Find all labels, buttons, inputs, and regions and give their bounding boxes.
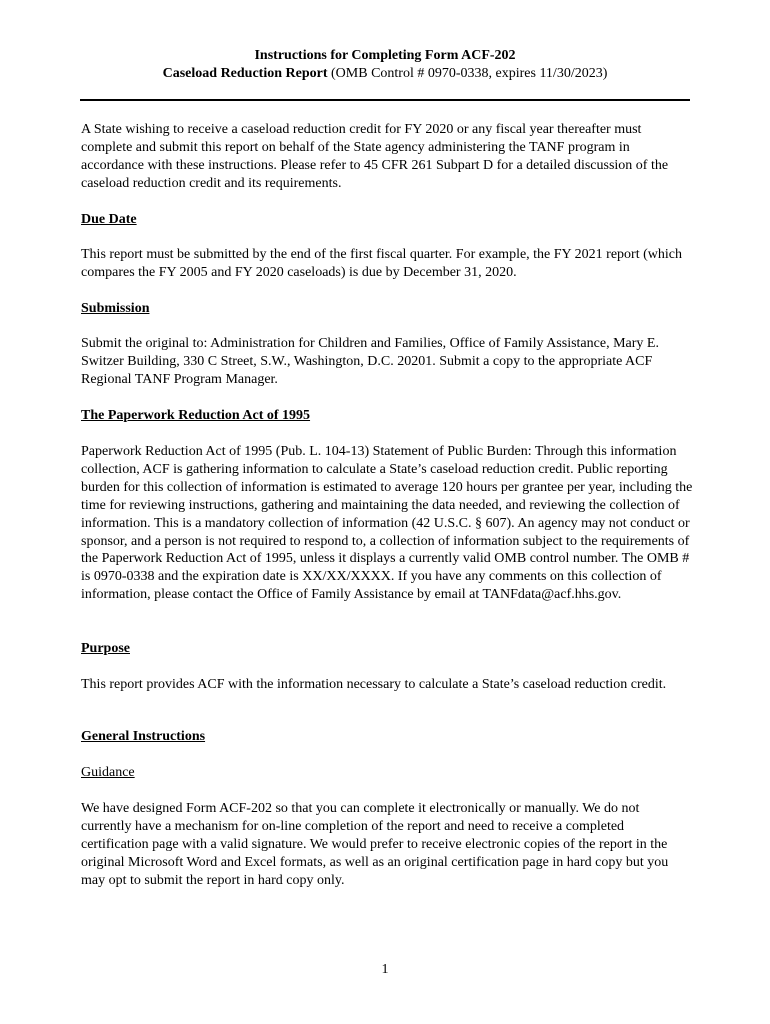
submission-heading: Submission — [81, 301, 150, 316]
title-line-2 — [80, 65, 690, 83]
guidance-paragraph: We have designed Form ACF-202 so that you can complete it electronically or manually. We do not currently have a mechanism for on-line completion of the report and need to receive a completed certification page with a valid signature. We would prefer to receive electronic copies of the report in the original Microsoft Word and Excel formats, as well as an original certification page in hard copy but you may opt to submit the report in hard copy only. — [81, 801, 669, 888]
paperwork-paragraph: Paperwork Reduction Act of 1995 (Pub. L. 104-13) Statement of Public Burden: Through this information collection, ACF is gathering information to calculate a State’s caseload reduction credit. Public reporting burden for this collection of information is estimated to average 120 hours per grantee per year, including the time for reviewing instructions, gathering and maintaining the data needed, and reviewing the collection of information. This is a mandatory collection of information (42 U.S.C. § 607). An agency may not conduct or sponsor, and a person is not required to respond to, a collection of information subject to the requirements of the Paperwork Reduction Act of 1995, unless it displays a currently valid OMB control number. The OMB # is 0970-0338 and the expiration date is XX/XX/XXXX. If you have any comments on this collection of information, please contact the Office of Family Assistance by email at TANFdata@acf.hhs.gov. — [81, 444, 693, 603]
title-line-1: Instructions for Completing Form ACF-202 — [254, 48, 516, 63]
purpose-paragraph: This report provides ACF with the information necessary to calculate a State’s caseload reduction credit. — [81, 677, 667, 692]
intro-paragraph: A State wishing to receive a caseload reduction credit for FY 2020 or any fiscal year thereafter must complete and submit this report on behalf of the State agency administering the TANF program in accordance with these instructions. Please refer to 45 CFR 261 Subpart D for a detailed discussion of the caseload reduction credit and its requirements. — [81, 122, 669, 191]
purpose-heading: Purpose — [81, 641, 130, 656]
guidance-subheading: Guidance — [81, 765, 135, 780]
document-title — [80, 47, 690, 83]
due-date-heading: Due Date — [81, 212, 137, 227]
submission-paragraph: Submit the original to: Administration for Children and Families, Office of Family Assistance, Mary E. Switzer Building, 330 C Street, S.W., Washington, D.C. 20201. Submit a copy to the appropriate ACF Regional TANF Program Manager. — [81, 336, 659, 387]
report-name: Caseload Reduction Report — [162, 66, 328, 81]
header-divider — [80, 99, 690, 101]
omb-control-info: (OMB Control # 0970-0338, expires 11/30/2023) — [327, 66, 608, 81]
due-date-paragraph: This report must be submitted by the end of the first fiscal quarter. For example, the FY 2021 report (which compares the FY 2005 and FY 2020 caseloads) is due by December 31, 2020. — [81, 247, 682, 280]
page-number: 1 — [381, 962, 389, 977]
paperwork-heading: The Paperwork Reduction Act of 1995 — [81, 408, 311, 423]
general-instructions-heading: General Instructions — [81, 729, 206, 744]
